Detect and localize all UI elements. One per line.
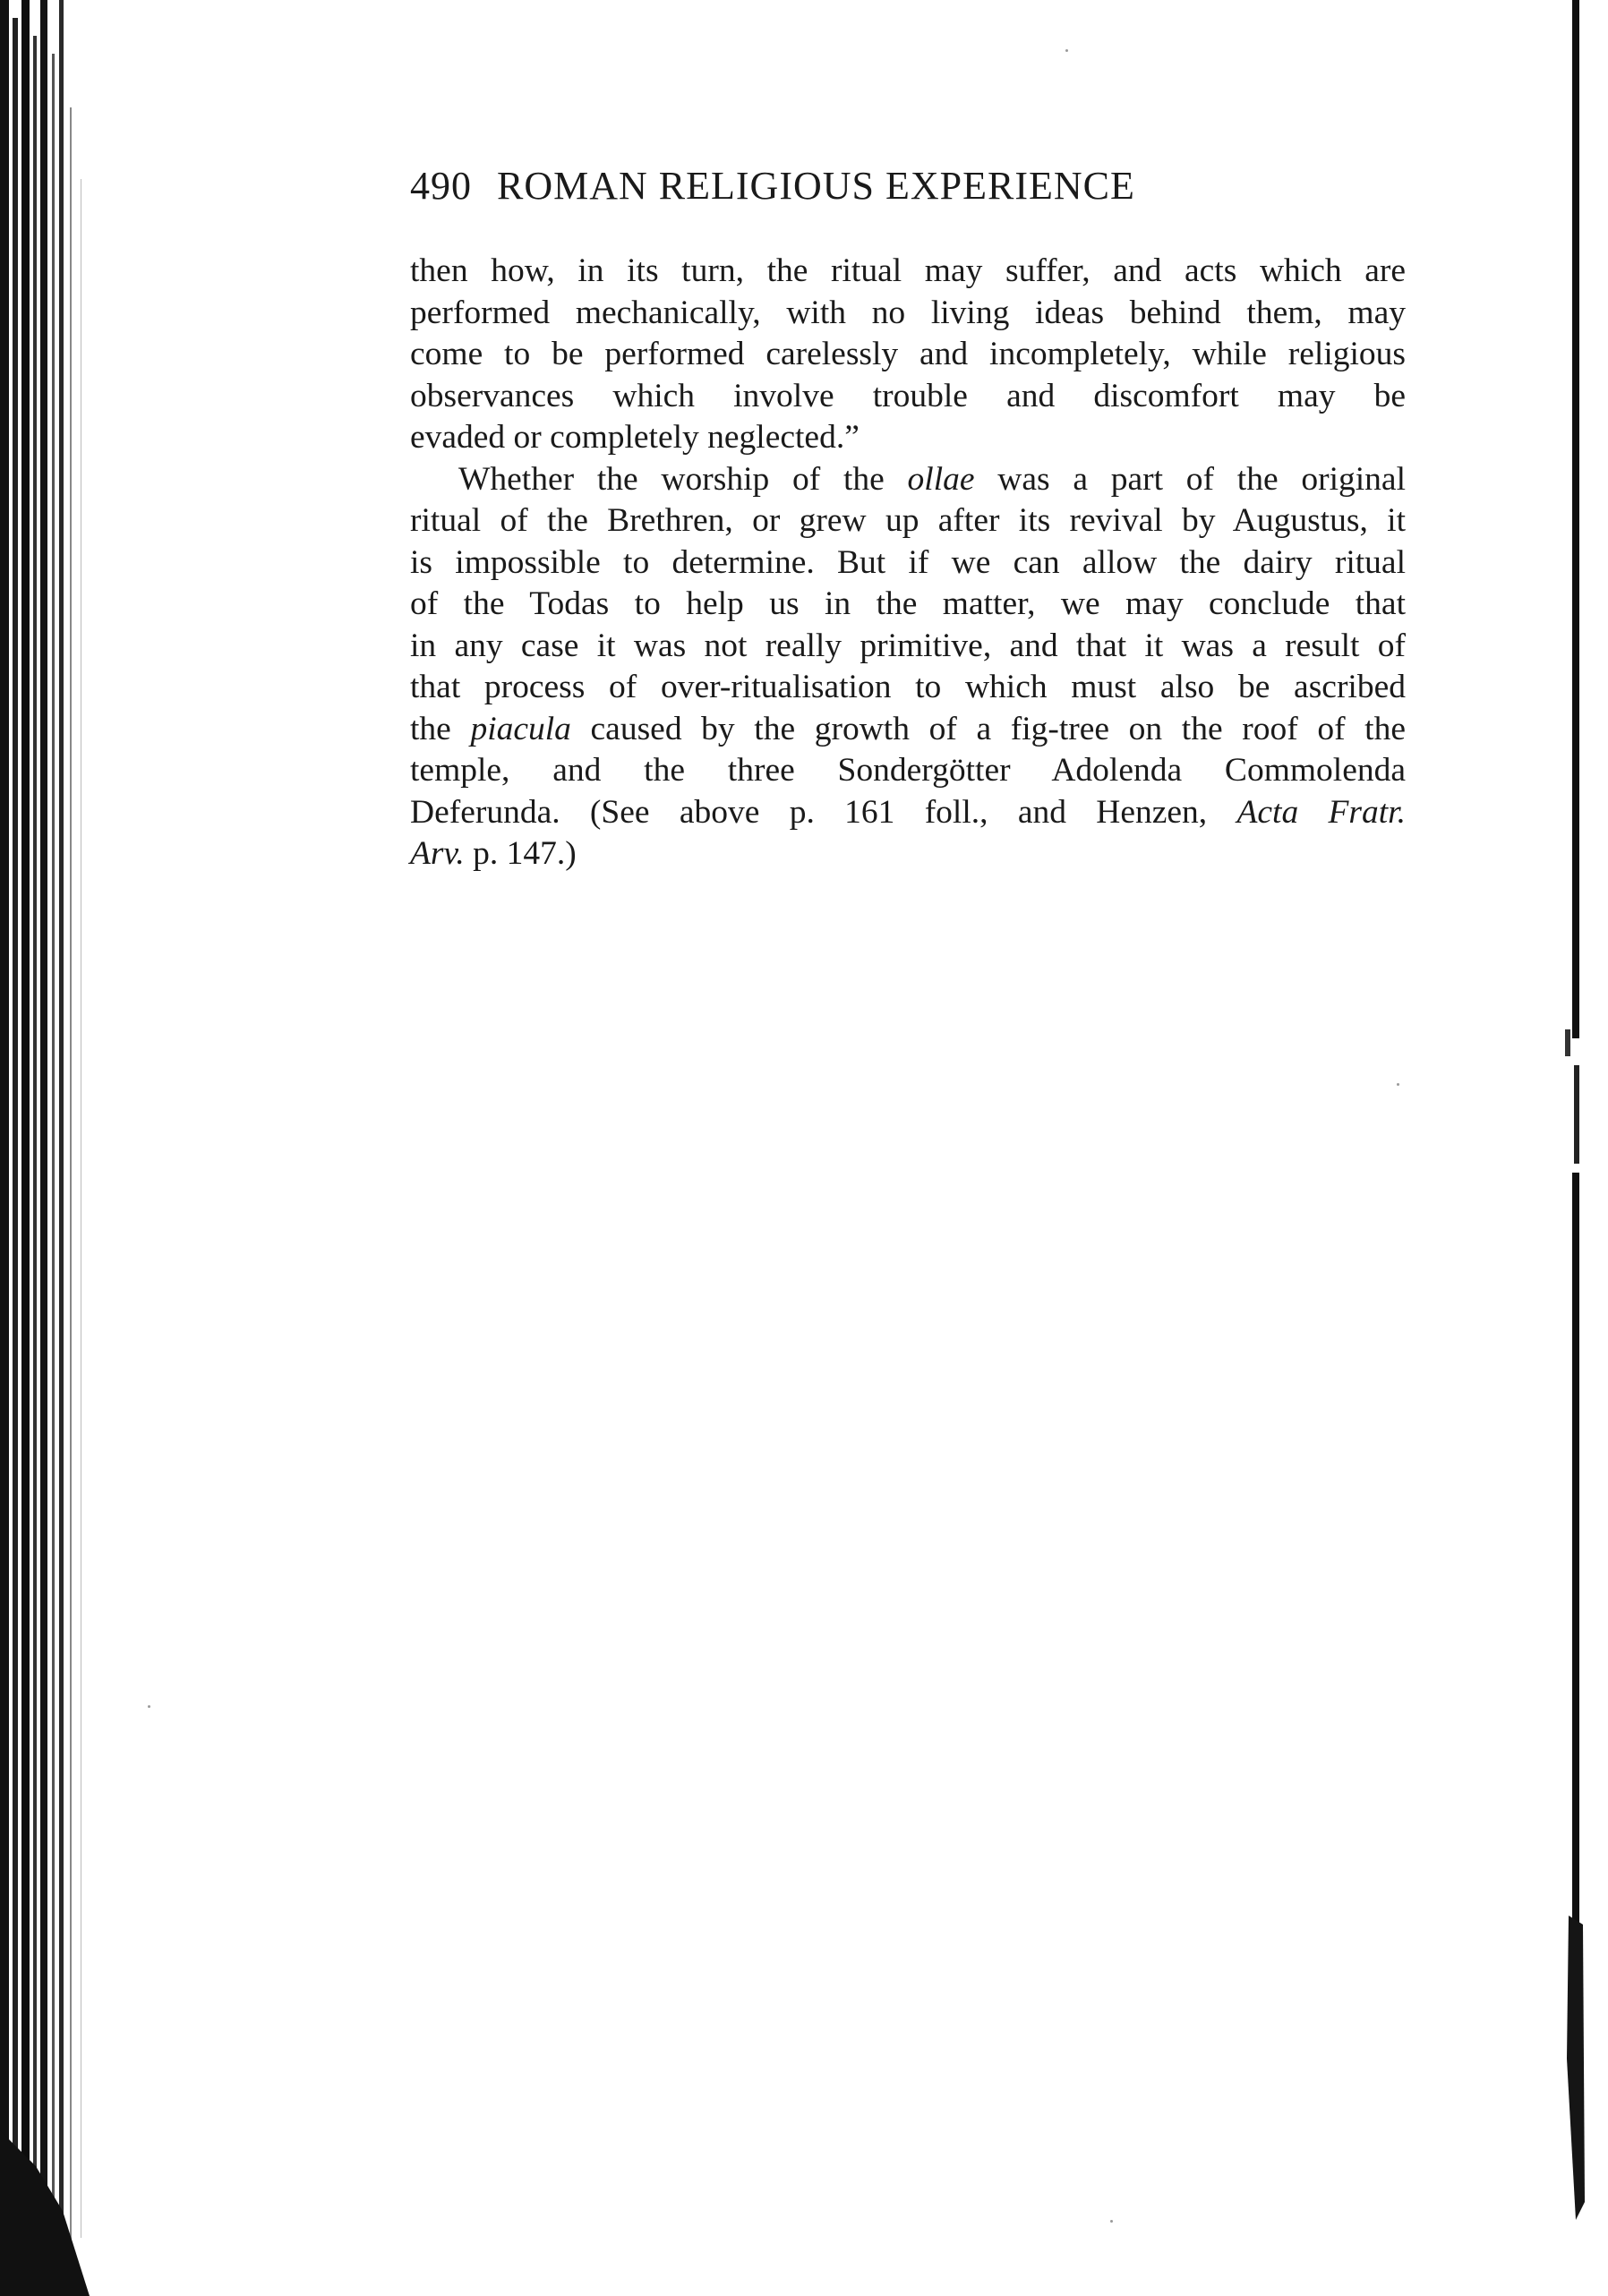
text-run: Whether the worship of the [458, 460, 908, 498]
italic-citation: Acta Fratr. [1236, 793, 1406, 831]
text-line: temple, and the three Sondergötter Adolenda Commolenda [410, 752, 1406, 789]
text-run: was a part of the original [974, 460, 1406, 498]
italic-term: piacula [470, 710, 571, 747]
page-body [410, 251, 1406, 875]
text-line: observances which involve trouble and discomfort may be [410, 377, 1406, 414]
text-line: is impossible to determine. But if we can allow the dairy ritual [410, 543, 1406, 581]
paragraph-2 [410, 459, 1406, 875]
binding-edge-left [0, 0, 103, 2296]
scan-speck [1397, 1083, 1399, 1086]
text-line [410, 792, 1406, 834]
text-line [410, 833, 1406, 875]
text-run: caused by the growth of a fig-tree on the roof of the [570, 710, 1406, 747]
text-line: ritual of the Brethren, or grew up after its revival by Augustus, it [410, 502, 1406, 539]
text-line [410, 459, 1406, 501]
text-run: Deferunda. (See above p. 161 foll., and Henzen, [410, 793, 1237, 831]
text-line: then how, in its turn, the ritual may suffer, and acts which are [410, 252, 1406, 289]
text-line: come to be performed carelessly and incompletely, while religious [410, 336, 1406, 372]
italic-citation: Arv. [410, 835, 465, 872]
text-line: of the Todas to help us in the matter, we may conclude that [410, 585, 1406, 622]
page-number: 490 [410, 164, 472, 208]
scan-speck [148, 1705, 150, 1708]
paragraph-1 [410, 251, 1406, 459]
text-line: evaded or completely neglected.” [410, 419, 860, 456]
scan-speck [1065, 49, 1068, 52]
text-line: in any case it was not really primitive, and that it was a result of [410, 627, 1406, 664]
running-title: ROMAN RELIGIOUS EXPERIENCE [497, 164, 1135, 208]
italic-term: ollae [907, 460, 975, 498]
text-line: performed mechanically, with no living ideas behind them, may [410, 294, 1406, 331]
running-header [410, 166, 1413, 206]
text-line: that process of over-ritualisation to which must also be ascribed [410, 669, 1406, 705]
scan-speck [1110, 2220, 1113, 2223]
text-run: p. 147.) [464, 835, 577, 872]
text-line [410, 709, 1406, 751]
text-run: the [410, 710, 471, 747]
binding-edge-right [1545, 0, 1608, 2296]
